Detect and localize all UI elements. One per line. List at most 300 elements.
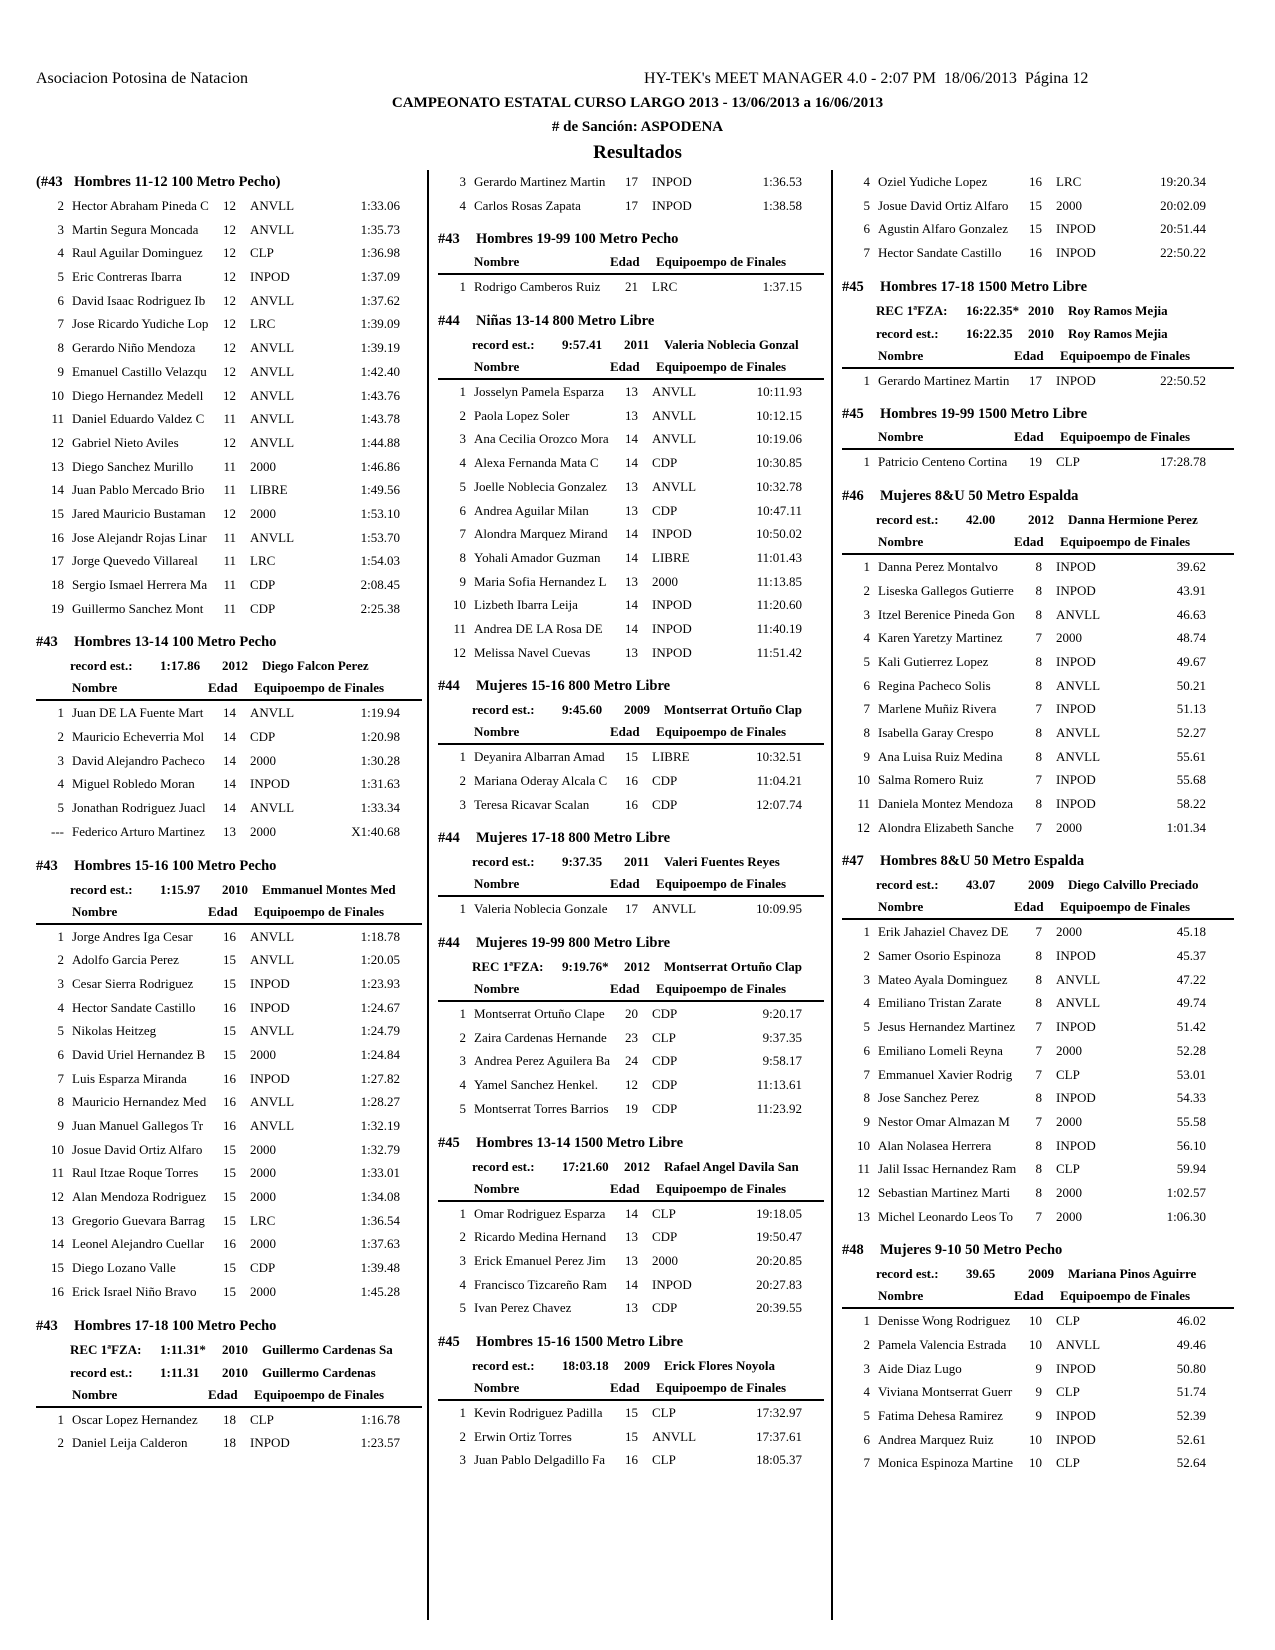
final-time: 1:20.05 [360,952,400,968]
team: ANVLL [1056,995,1101,1011]
place: 1 [459,1006,466,1022]
record-holder: Guillermo Cardenas [262,1364,376,1380]
team: INPOD [652,197,692,213]
table-row [842,816,1234,840]
team: CLP [250,1411,274,1427]
swimmer-name: Ricardo Medina Hernand [474,1229,607,1245]
team: ANVLL [250,800,295,816]
swimmer-name: Josue David Ortiz Alfaro [72,1141,203,1157]
team: ANVLL [652,384,697,400]
event-block [36,620,422,843]
place: 4 [57,776,64,792]
age: 12 [223,505,236,521]
age: 8 [1035,1184,1042,1200]
place: 4 [459,1276,466,1292]
age: 14 [223,729,236,745]
table-row [842,745,1234,769]
final-time: 1:33.06 [360,198,400,213]
record-line [36,1361,422,1384]
team: ANVLL [250,221,295,237]
event-title [36,170,422,194]
age: 7 [1035,924,1042,940]
final-time: 59.94 [1176,1161,1206,1177]
table-row [36,701,422,725]
event-spacer [842,839,1234,849]
team: CDP [652,1229,678,1245]
team: CLP [652,1205,676,1221]
event-block [438,299,824,664]
table-row [842,603,1234,627]
place: 4 [57,999,64,1015]
team: INPOD [652,644,692,660]
table-row [842,626,1234,650]
header-team-time: Equipoempo de Finales [1060,347,1191,363]
record-line [842,299,1234,322]
place: 5 [459,1100,466,1116]
age: 12 [223,387,236,403]
swimmer-name: Eric Contreras Ibarra [72,269,182,285]
age: 11 [223,553,236,569]
team: ANVLL [250,705,295,721]
place: 2 [57,729,64,745]
swimmer-name: Jonathan Rodriguez Juacl [72,800,206,816]
final-time: 11:20.60 [756,597,802,613]
header-age: Edad [1014,534,1044,550]
final-time: 1:37.62 [360,292,400,308]
team: ANVLL [250,928,295,944]
place: 1 [57,928,64,944]
place: 3 [459,431,466,447]
final-time: 1:39.09 [360,316,400,332]
table-row [842,991,1234,1015]
age: 15 [223,1141,236,1157]
header-team-time: Equipoempo de Finales [254,1386,385,1402]
age: 16 [223,1236,236,1252]
event-name: Hombres 11-12 100 Metro Pecho) [74,174,281,190]
event-spacer [438,299,824,309]
swimmer-name: Joelle Noblecia Gonzalez [474,478,607,494]
results-table-header [438,1377,824,1401]
team: 2000 [250,1236,276,1252]
table-row [36,573,422,597]
age: 15 [625,749,638,765]
age: 12 [223,316,236,332]
final-time: 45.37 [1176,948,1206,964]
table-row [36,972,422,996]
place: 11 [857,1161,870,1177]
swimmer-name: Kevin Rodriguez Padilla [474,1404,603,1420]
swimmer-name: Teresa Ricavar Scalan [474,796,590,812]
header-name: Nombre [878,1288,924,1304]
event-title [36,630,422,654]
final-time: 1:33.01 [360,1165,400,1181]
table-row [36,431,422,455]
age: 15 [223,1046,236,1062]
age: 12 [625,1077,638,1093]
final-time: 46.63 [1176,606,1206,622]
age: 12 [223,269,236,285]
table-row [842,920,1234,944]
table-row [36,455,422,479]
results-table-header [842,426,1234,450]
event-title [36,854,422,878]
team: INPOD [1056,1360,1096,1376]
final-time: 55.58 [1176,1113,1206,1129]
final-time: 55.68 [1176,772,1206,788]
event-number: #46 [842,488,864,505]
record-holder: Montserrat Ortuño Clap [664,702,802,718]
age: 13 [625,502,638,518]
table-row [36,1209,422,1233]
swimmer-name: Montserrat Torres Barrios [474,1100,609,1116]
final-time: 1:16.78 [360,1411,400,1427]
team: INPOD [1056,559,1096,575]
age: 11 [223,600,236,616]
team: LRC [1056,174,1082,189]
swimmer-name: Nestor Omar Almazan M [878,1113,1010,1129]
header-age: Edad [610,981,640,997]
swimmer-name: Josue David Ortiz Alfaro [878,197,1009,213]
swimmer-name: Michel Leonardo Leos To [878,1208,1013,1224]
swimmer-name: Alan Mendoza Rodriguez [72,1189,207,1205]
header-age: Edad [610,1180,640,1196]
record-label: record est.: [70,658,133,674]
age: 11 [223,411,236,427]
header-team-time: Equipoempo de Finales [656,876,787,892]
place: 3 [863,606,870,622]
event-name: Mujeres 8&U 50 Metro Espalda [880,488,1079,505]
table-row [842,674,1234,698]
header-team-time: Equipoempo de Finales [1060,429,1191,445]
final-time: 1:02.57 [1166,1184,1206,1200]
age: 15 [625,1404,638,1420]
team: 2000 [250,1046,276,1062]
final-time: 51.74 [1176,1384,1206,1400]
event-spacer [438,664,824,674]
place: 2 [57,1435,64,1451]
record-label: record est.: [876,1266,939,1282]
team: INPOD [1056,372,1096,388]
place: 6 [863,1042,870,1058]
swimmer-name: Jalil Issac Hernandez Ram [878,1161,1017,1177]
final-time: 1:37.09 [360,269,400,285]
swimmer-name: Jared Mauricio Bustaman [72,505,206,521]
age: 12 [223,221,236,237]
age: 15 [1029,221,1042,237]
team: ANVLL [652,1428,697,1444]
age: 17 [1029,372,1042,388]
age: 8 [1035,748,1042,764]
team: 2000 [1056,1208,1082,1224]
age: 12 [223,198,236,213]
place: 13 [857,1208,870,1224]
team: CDP [250,1260,276,1276]
record-label: record est.: [472,702,535,718]
swimmer-name: Gerardo Martinez Martin [878,372,1010,388]
team: ANVLL [250,1118,295,1133]
swimmer-name: Hector Sandate Castillo [72,999,196,1015]
team: CLP [250,245,274,261]
record-year: 2010 [1028,325,1054,341]
header-team-time: Equipoempo de Finales [254,680,385,696]
age: 14 [625,455,638,471]
swimmer-name: Jose Ricardo Yudiche Lop [72,316,209,332]
place: 7 [863,1066,870,1082]
header-team-time: Equipoempo de Finales [1060,534,1191,550]
record-line [842,508,1234,531]
final-time: 49.67 [1176,653,1206,669]
results-table-header [438,978,824,1002]
team: 2000 [1056,197,1082,213]
header-name: Nombre [878,534,924,550]
age: 17 [625,901,638,917]
age: 12 [223,434,236,450]
record-time: 9:45.60 [562,702,603,718]
results-column-2 [438,170,824,1472]
final-time: 1:23.93 [360,975,400,991]
event-name: Hombres 17-18 100 Metro Pecho [74,1317,277,1334]
table-row [438,546,824,570]
place: 10 [453,597,466,613]
final-time: 1:24.67 [360,999,400,1015]
table-row [438,1002,824,1026]
team: ANVLL [1056,677,1101,693]
team: 2000 [1056,1042,1082,1058]
team: CDP [652,1100,678,1116]
table-row [842,1333,1234,1357]
final-time: 1:43.78 [360,411,400,427]
record-line [438,955,824,978]
age: 8 [1035,995,1042,1011]
age: 15 [223,1283,236,1299]
record-line [438,850,824,873]
record-label: record est.: [472,854,535,870]
place: 4 [863,1384,870,1400]
event-name: Mujeres 15-16 800 Metro Libre [476,678,671,695]
final-time: 10:30.85 [756,455,802,471]
swimmer-name: Marlene Muñiz Rivera [878,701,997,717]
record-time: 43.07 [966,877,996,893]
swimmer-name: Jorge Andres Iga Cesar [72,928,193,944]
event-block [842,839,1234,1228]
swimmer-name: Alan Nolasea Herrera [878,1137,992,1153]
age: 8 [1035,582,1042,598]
table-row [438,617,824,641]
event-number: #48 [842,1242,864,1259]
place: 7 [863,701,870,717]
place: 1 [459,749,466,765]
header-team-time: Equipoempo de Finales [656,359,787,375]
team: CDP [652,1300,678,1316]
event-name: Hombres 13-14 100 Metro Pecho [74,634,277,651]
age: 15 [223,1212,236,1228]
final-time: 10:19.06 [756,431,802,447]
age: 7 [1035,701,1042,717]
record-year: 2012 [222,658,248,674]
final-time: 1:46.86 [360,458,400,474]
record-line [36,878,422,901]
table-row [842,1063,1234,1087]
final-time: 54.33 [1176,1090,1206,1106]
record-holder: Roy Ramos Mejia [1068,302,1168,318]
team: INPOD [1056,1408,1096,1424]
swimmer-name: Luis Esparza Miranda [72,1070,187,1086]
age: 8 [1035,559,1042,575]
final-time: 1:32.19 [360,1118,400,1133]
place: 18 [51,577,64,592]
final-time: 53.01 [1176,1066,1206,1082]
final-time: 9:37.35 [762,1029,802,1045]
place: 3 [459,1252,466,1268]
age: 16 [1029,245,1042,261]
swimmer-name: Diego Sanchez Murillo [72,458,194,474]
final-time: 18:05.37 [756,1452,802,1468]
swimmer-name: Hector Sandate Castillo [878,245,1002,261]
table-row [842,650,1234,674]
event-block [438,921,824,1120]
age: 11 [223,529,236,545]
age: 23 [625,1029,638,1045]
table-row [438,427,824,451]
table-row [842,697,1234,721]
place: 1 [57,705,64,721]
table-row [36,796,422,820]
swimmer-name: Guillermo Sanchez Mont [72,600,204,616]
swimmer-name: Miguel Robledo Moran [72,776,195,792]
team: CDP [652,796,678,812]
place: 16 [51,1283,64,1299]
age: 14 [223,800,236,816]
swimmer-name: Cesar Sierra Rodriguez [72,975,194,991]
final-time: 55.61 [1176,748,1206,764]
place: 3 [863,1360,870,1376]
place: 3 [459,1452,466,1468]
final-time: 43.91 [1176,582,1206,598]
final-time: 12:07.74 [756,796,802,812]
final-time: 46.02 [1176,1313,1206,1329]
place: 12 [857,819,870,835]
place: 10 [51,1141,64,1157]
event-number: #44 [438,678,460,695]
table-row [438,769,824,793]
team: INPOD [1056,653,1096,669]
event-number: #45 [438,1333,460,1350]
final-time: 1:32.79 [360,1141,400,1157]
organization-name: Asociacion Potosina de Natacion [36,70,248,87]
sanction-number: # de Sanción: ASPODENA [551,119,724,135]
swimmer-name: Valeria Noblecia Gonzale [474,901,608,917]
age: 16 [223,1070,236,1086]
team: ANVLL [250,292,295,308]
table-row [36,194,422,218]
table-row [438,1202,824,1226]
final-time: 1:35.73 [360,221,400,237]
header-name: Nombre [878,899,924,915]
place: 5 [459,1300,466,1316]
swimmer-name: Kali Gutierrez Lopez [878,653,989,669]
team: CDP [250,729,276,745]
swimmer-name: Ana Luisa Ruiz Medina [878,748,1003,764]
final-time: 11:23.92 [756,1100,802,1116]
place: 8 [57,1094,64,1110]
place: 8 [863,724,870,740]
event-spacer [842,474,1234,484]
place: 3 [459,1053,466,1069]
swimmer-name: Sebastian Martinez Marti [878,1184,1011,1200]
record-year: 2009 [1028,1266,1054,1282]
table-row [438,570,824,594]
event-spacer [842,1228,1234,1238]
age: 11 [223,577,236,592]
team: ANVLL [250,434,295,450]
age: 10 [1029,1337,1042,1352]
record-line [438,1354,824,1377]
event-spacer [438,1121,824,1131]
record-year: 2011 [624,854,650,870]
team: 2000 [250,458,276,474]
table-row [438,275,824,299]
swimmer-name: Gerardo Martinez Martin [474,174,606,189]
team: ANVLL [250,1023,295,1039]
age: 20 [625,1006,638,1022]
record-line [842,322,1234,345]
swimmer-name: Erick Israel Niño Bravo [72,1283,197,1299]
place: 9 [863,748,870,764]
age: 15 [223,1189,236,1205]
swimmer-name: Melissa Navel Cuevas [474,644,591,660]
age: 12 [223,340,236,356]
event-title [438,309,824,333]
team: INPOD [1056,1431,1096,1447]
record-year: 2012 [624,1158,650,1174]
final-time: 45.18 [1176,924,1206,940]
age: 15 [625,1428,638,1444]
table-row [36,996,422,1020]
table-row [842,768,1234,792]
age: 16 [223,1094,236,1110]
record-time: 1:15.97 [160,881,201,897]
place: 13 [51,458,64,474]
age: 13 [223,823,236,839]
swimmer-name: Denisse Wong Rodriguez [878,1313,1011,1329]
record-time: 1:11.31* [160,1341,206,1357]
swimmer-name: Andrea Perez Aguilera Ba [474,1053,611,1069]
event-block [842,474,1234,839]
team: CLP [652,1452,676,1468]
event-block [438,1320,824,1472]
age: 10 [1029,1313,1042,1329]
final-time: 2:25.38 [360,600,400,616]
event-name: Hombres 15-16 1500 Metro Libre [476,1333,684,1350]
age: 13 [625,407,638,423]
event-number: #44 [438,830,460,847]
age: 8 [1035,1090,1042,1106]
table-row [36,218,422,242]
place: 5 [863,1019,870,1035]
team: CDP [652,1006,678,1022]
team: CDP [652,1077,678,1093]
header-team-time: Equipoempo de Finales [656,724,787,740]
final-time: 10:50.02 [756,526,802,542]
final-time: 20:51.44 [1160,221,1206,237]
team: LRC [250,316,276,332]
final-time: 1:37.15 [762,279,802,295]
final-time: 10:47.11 [756,502,802,518]
table-row [438,499,824,523]
table-row [36,1256,422,1280]
header-age: Edad [208,1386,238,1402]
header-name: Nombre [474,724,520,740]
